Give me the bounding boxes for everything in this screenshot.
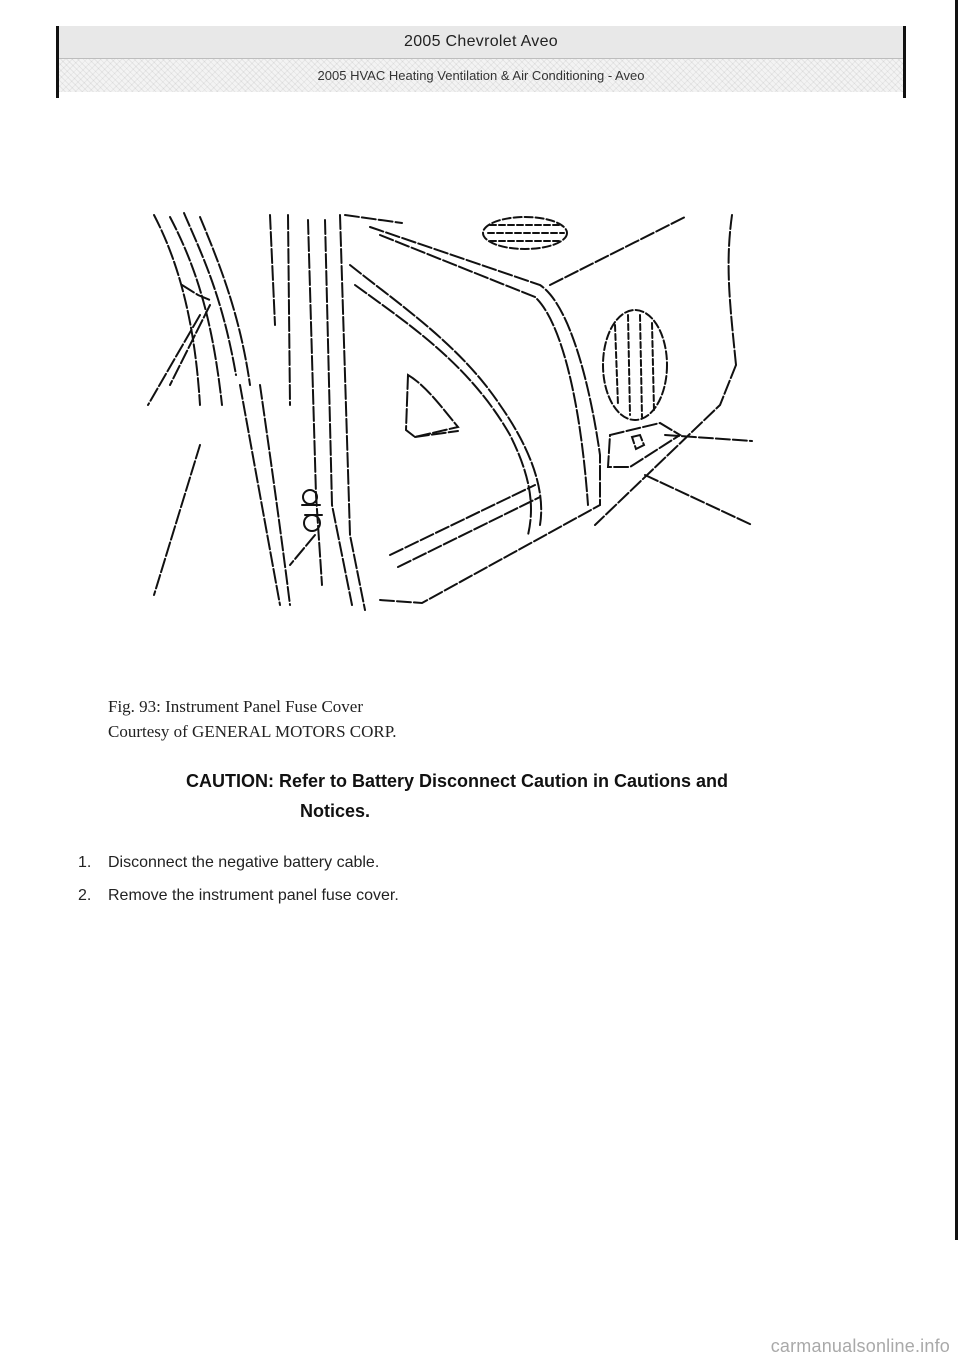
page-border-right <box>903 26 906 98</box>
caution-line-1: CAUTION: Refer to Battery Disconnect Caution in Cautions and <box>186 771 729 791</box>
step-text: Disconnect the negative battery cable. <box>108 853 380 871</box>
procedure-step <box>78 846 878 879</box>
procedure-steps <box>78 846 878 912</box>
header-title: 2005 Chevrolet Aveo <box>59 26 903 59</box>
caution-line-2: Notices. <box>300 801 371 821</box>
instrument-panel-fuse-cover-illustration <box>140 205 760 615</box>
procedure-step <box>78 879 878 912</box>
step-number: 2. <box>78 886 92 904</box>
caution-notice <box>186 766 886 826</box>
figure-caption-title: Fig. 93: Instrument Panel Fuse Cover <box>108 697 363 716</box>
site-watermark: carmanualsonline.info <box>770 1336 950 1356</box>
figure-caption <box>108 694 397 744</box>
step-number: 1. <box>78 853 92 871</box>
document-header <box>59 26 903 92</box>
page-border-far-right <box>955 0 958 1240</box>
header-subtitle: 2005 HVAC Heating Ventilation & Air Conditioning - Aveo <box>59 59 903 92</box>
step-text: Remove the instrument panel fuse cover. <box>108 886 399 904</box>
figure-caption-credit: Courtesy of GENERAL MOTORS CORP. <box>108 722 397 741</box>
